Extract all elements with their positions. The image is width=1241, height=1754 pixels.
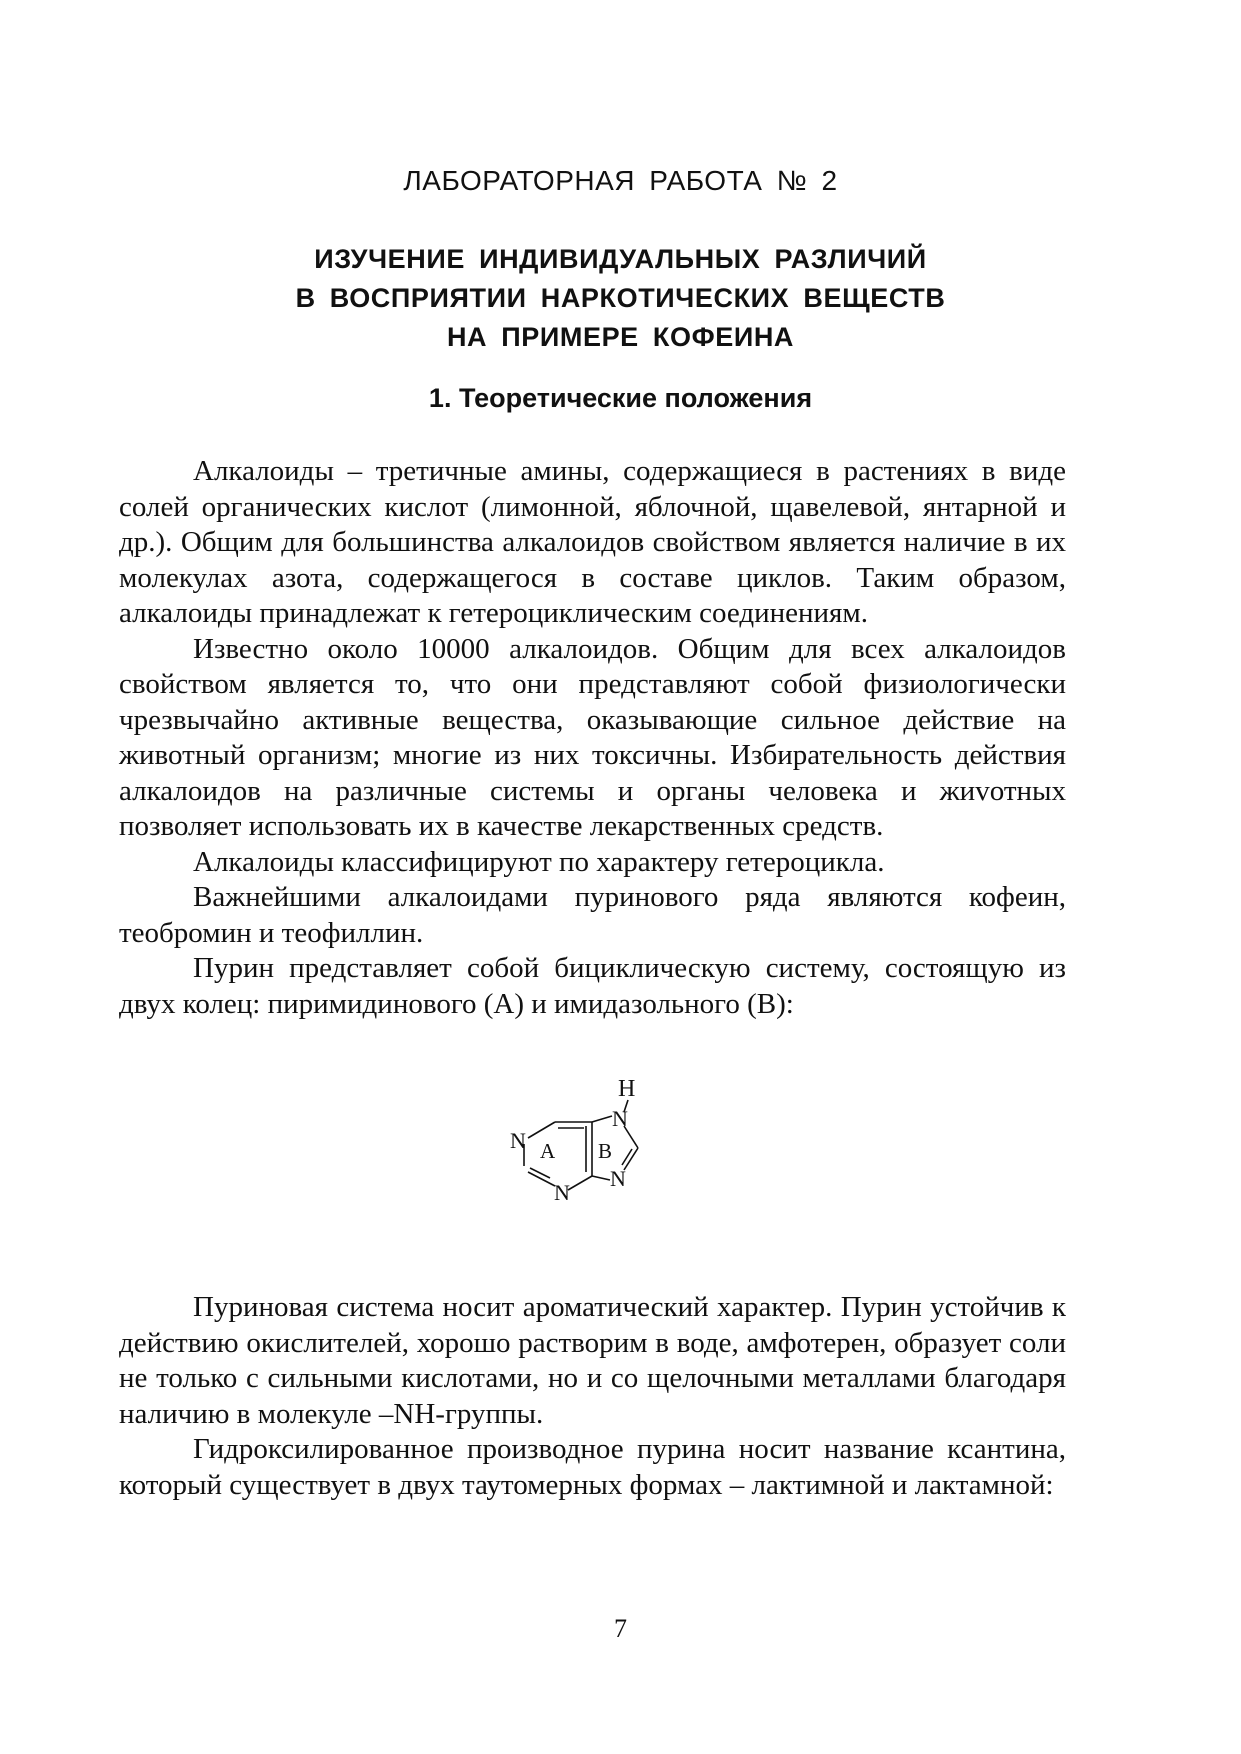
paragraph: Алкалоиды классифицируют по характеру гетероцикла. bbox=[193, 845, 885, 878]
body-text-before-diagram bbox=[119, 454, 1066, 1022]
atom-label-n: N bbox=[610, 1166, 626, 1191]
paragraph: Известно около 10000 алкалоидов. Общим для всех алкалоидов свойством является то, что они представляют собой физиологически чрезвычайно активные вещества, оказывающие сильное действие на животный организм; многие из них токсичны. Избирательность действия алкалоидов на различные системы и органы человека и жиvотных позволяет использовать их в качестве лекарственных средств. bbox=[119, 632, 1066, 842]
ring-label-a: A bbox=[540, 1139, 556, 1163]
paragraph: Важнейшими алкалоидами пуринового ряда являются кофеин, теобромин и теофиллин. bbox=[119, 881, 1066, 949]
paragraph: Алкалоиды – третичные амины, содержащиеся в растениях в виде солей органических кислот (лимонной, яблочной, щавелевой, янтарной и др.). Общим для большинства алкалоидов свойством является наличие в их молекулах азота, содержащегося в составе циклов. Таким образом, алкалоиды принадлежат к гетероциклическим соединениям. bbox=[119, 455, 1066, 629]
atom-label-n: N bbox=[510, 1128, 526, 1153]
main-title-line: НА ПРИМЕРЕ КОФЕИНА bbox=[446, 322, 795, 352]
paragraph: Гидроксилированное производное пурина носит название ксантина, который существует в двух таутомерных формах – лактимной и лактамной: bbox=[119, 1433, 1066, 1501]
bond-line bbox=[568, 1176, 592, 1190]
body-text-after-diagram bbox=[119, 1290, 1066, 1503]
bond-line bbox=[592, 1176, 610, 1180]
bond-line bbox=[592, 1116, 612, 1122]
bond-line bbox=[622, 1149, 632, 1165]
lab-title: ЛАБОРАТОРНАЯ РАБОТА № 2 bbox=[403, 165, 838, 196]
paragraph: Пуриновая система носит ароматический характер. Пурин устойчив к действию окислителей, хорошо растворим в воде, амфотерен, образует соли не только с сильными кислотами, но и со щелочными металлами благодаря наличию в молекуле –NH-группы. bbox=[119, 1291, 1066, 1430]
purine-structure-svg bbox=[500, 1076, 700, 1250]
main-title-line: В ВОСПРИЯТИИ НАРКОТИЧЕСКИХ ВЕЩЕСТВ bbox=[295, 283, 946, 313]
bond-line bbox=[528, 1122, 555, 1138]
page-number: 7 bbox=[614, 1614, 627, 1643]
section-title: 1. Теоретические положения bbox=[428, 383, 813, 413]
ring-label-b: B bbox=[598, 1139, 613, 1163]
atom-label-n: N bbox=[554, 1180, 570, 1205]
main-title-line: ИЗУЧЕНИЕ ИНДИВИДУАЛЬНЫХ РАЗЛИЧИЙ bbox=[314, 244, 927, 274]
main-title bbox=[0, 240, 1241, 357]
atom-label-n: N bbox=[612, 1106, 628, 1131]
bond-line bbox=[530, 1168, 550, 1178]
atom-label-h: H bbox=[618, 1076, 636, 1102]
paragraph: Пурин представляет собой бициклическую систему, состоящую из двух колец: пиримидинового (А) и имидазольного (В): bbox=[119, 952, 1066, 1020]
purine-structure-diagram bbox=[500, 1076, 700, 1250]
